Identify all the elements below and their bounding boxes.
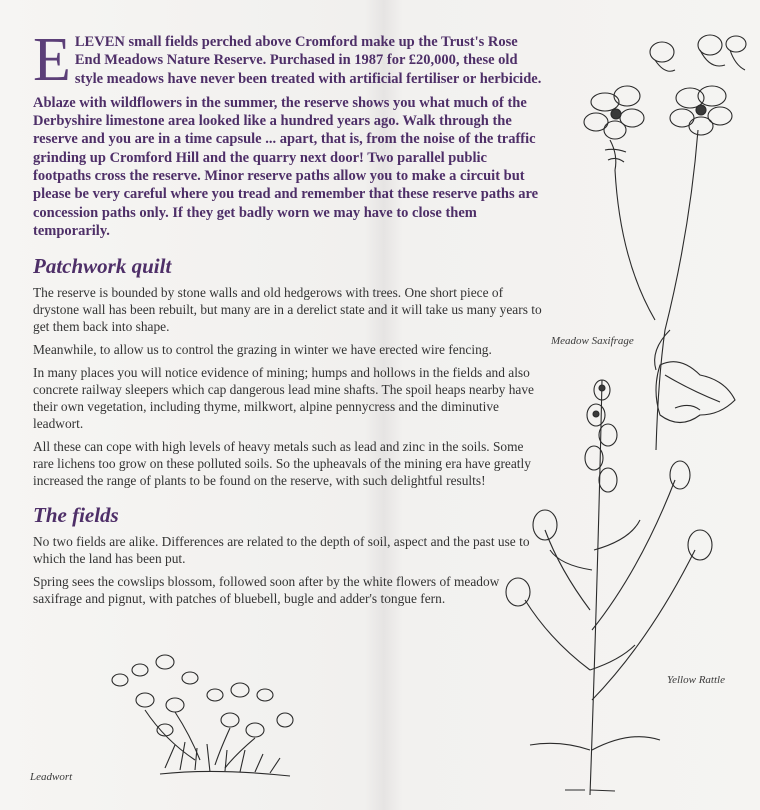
caption-meadow-saxifrage: Meadow Saxifrage: [551, 335, 634, 347]
intro-paragraph-1: LEVEN small fields perched above Cromford make up the Trust's Rose End Meadows Nature Reserve. Purchased in 1987 for £20,000, these old style meadows have never been treated with artificial fertiliser or herbicide.: [74, 34, 542, 87]
patchwork-paragraph: All these can cope with high levels of heavy metals such as lead and zinc in the soils. Some rare lichens too grow on these polluted soils. So the upheavals of the mining era have greatly increased the range of plants to be found on the reserve, with such delightful results!: [33, 439, 531, 489]
fields-heading: The fields: [33, 503, 119, 528]
fields-paragraph: No two fields are alike. Differences are related to the depth of soil, aspect and the past use to which the land has been put.: [33, 534, 530, 567]
intro-section: [33, 26, 543, 240]
yellow-rattle-illustration: [490, 370, 750, 800]
caption-yellow-rattle: Yellow Rattle: [667, 674, 725, 686]
patchwork-section: [33, 284, 543, 489]
patchwork-heading: Patchwork quilt: [33, 254, 172, 279]
intro-paragraph-2: Ablaze with wildflowers in the summer, the reserve shows you what much of the Derbyshire limestone area looked like a hundred years ago. Walk through the reserve and you are in a time capsule ... apart, that is, from the noise of the traffic grinding up Cromford Hill and the quarry next door! Two parallel public footpaths cross the reserve. Minor reserve paths allow you to make a circuit but please be very careful where you tread and remember that these reserve paths are concession paths only. If they get badly worn we may have to close them temporarily.: [33, 94, 539, 239]
text-column: [33, 26, 543, 613]
patchwork-paragraph: The reserve is bounded by stone walls and old hedgerows with trees. One short piece of drystone wall has been rebuilt, but many are in a derelict state and it will take us many years to get them back into shape.: [33, 285, 542, 335]
fields-section: [33, 533, 543, 607]
caption-leadwort: Leadwort: [30, 771, 73, 783]
leadwort-illustration: [105, 650, 305, 780]
patchwork-paragraph: In many places you will notice evidence of mining; humps and hollows in the fields and also concrete railway sleepers which cap dangerous lead mine shafts. The spoil heaps nearby have their own vegetation, including thyme, milkwort, alpine pennycress and the diminutive leadwort.: [33, 365, 534, 432]
drop-cap: E: [33, 26, 71, 94]
patchwork-paragraph: Meanwhile, to allow us to control the grazing in winter we have erected wire fencing.: [33, 342, 492, 358]
fields-paragraph: Spring sees the cowslips blossom, followed soon after by the white flowers of meadow saxifrage and pignut, with patches of bluebell, bugle and adder's tongue fern.: [33, 574, 500, 607]
